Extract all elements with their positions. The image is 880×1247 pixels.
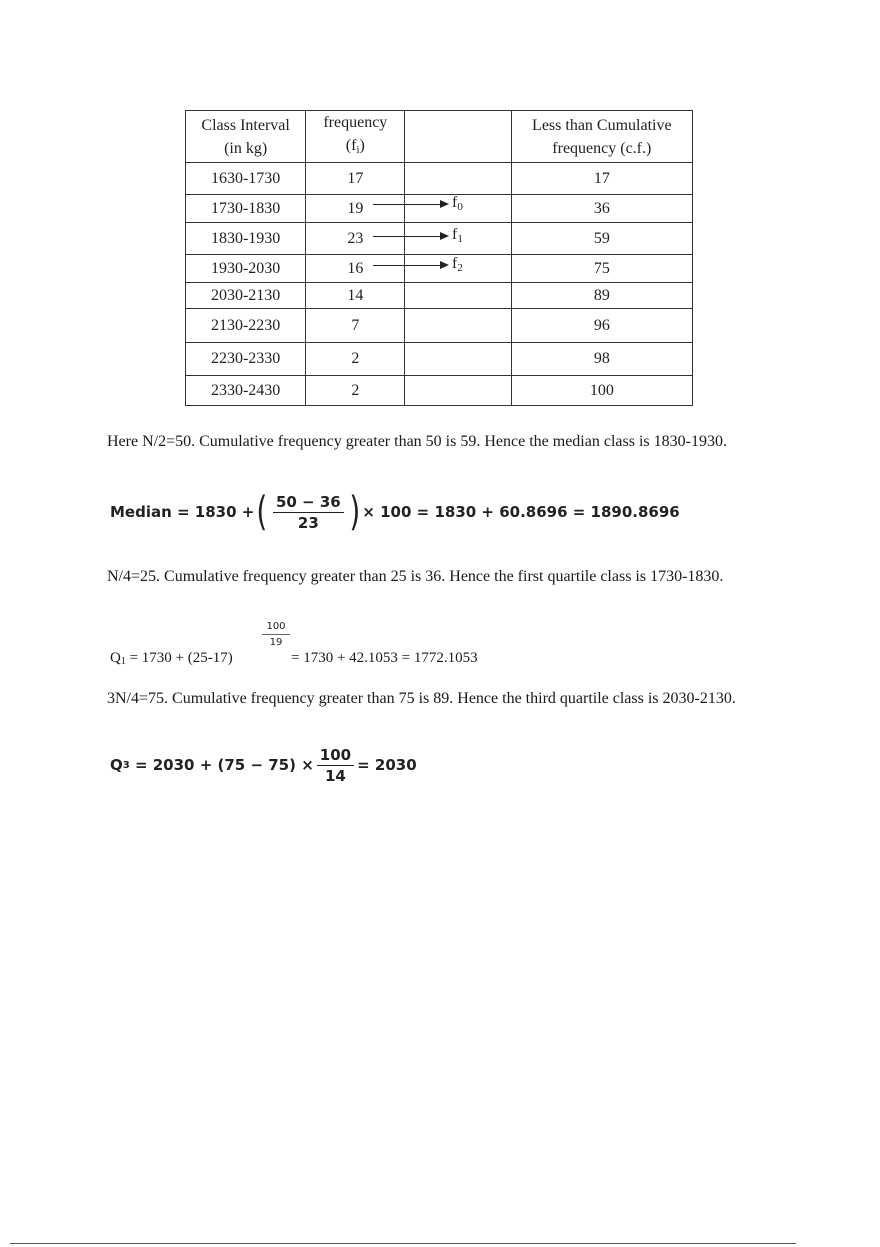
table-row: [186, 283, 693, 309]
header-line: Class Interval: [201, 116, 290, 134]
arrow-head-icon: [440, 200, 449, 208]
arrow-head-icon: [440, 232, 449, 240]
cell-interval: 1930-2030: [186, 255, 306, 283]
cell-frequency: 16: [306, 255, 405, 283]
q-symbol: Q: [110, 650, 121, 666]
cell-blank: [405, 283, 511, 309]
frequency-table: [185, 110, 693, 406]
header-line: (in kg): [224, 139, 268, 157]
fraction-denominator: 14: [325, 766, 346, 785]
q-symbol: Q: [110, 756, 123, 774]
cell-interval: 1630-1730: [186, 163, 306, 195]
cell-cumulative: 96: [511, 309, 692, 343]
cell-blank: [405, 163, 511, 195]
cell-frequency: 23: [306, 223, 405, 255]
cell-interval: 1730-1830: [186, 195, 306, 223]
header-frequency: [306, 111, 405, 163]
cell-frequency: 19: [306, 195, 405, 223]
arrow-line: [373, 204, 441, 205]
header-cumulative-frequency: [511, 111, 692, 163]
q3-paragraph: 3N/4=75. Cumulative frequency greater than 75 is 89. Hence the third quartile class is 2030-2130.: [107, 690, 736, 707]
cell-cumulative: 89: [511, 283, 692, 309]
q1-paragraph: N/4=25. Cumulative frequency greater than 25 is 36. Hence the first quartile class is 1730-1830.: [107, 568, 724, 585]
formula-lhs: Median = 1830 +: [110, 503, 255, 521]
q1-formula-left: [110, 650, 233, 667]
cell-cumulative: 17: [511, 163, 692, 195]
formula-rhs: × 100 = 1830 + 60.8696 = 1890.8696: [362, 503, 680, 521]
cell-blank: [405, 343, 511, 376]
median-fraction: [273, 494, 344, 531]
table-header-row: [186, 111, 693, 163]
table-row: [186, 223, 693, 255]
cell-blank: [405, 309, 511, 343]
q3-formula: [110, 744, 417, 786]
table-row: [186, 255, 693, 283]
formula-lhs: = 1730 + (25-17): [125, 650, 233, 666]
cell-cumulative: 36: [511, 195, 692, 223]
cell-cumulative: 59: [511, 223, 692, 255]
header-blank: [405, 111, 511, 163]
fraction-denominator: 19: [269, 637, 283, 648]
subscript: 1: [457, 233, 463, 245]
q3-fraction: [317, 747, 354, 784]
cell-interval: 2230-2330: [186, 343, 306, 376]
cell-interval: 2330-2430: [186, 376, 306, 406]
arrow-label: [452, 226, 463, 245]
header-line: ): [359, 137, 365, 154]
table-row: [186, 376, 693, 406]
cell-blank: [405, 376, 511, 406]
cell-interval: 1830-1930: [186, 223, 306, 255]
cell-frequency: 2: [306, 376, 405, 406]
cell-frequency: 17: [306, 163, 405, 195]
cell-frequency: 14: [306, 283, 405, 309]
cell-frequency: 2: [306, 343, 405, 376]
footer-divider: [10, 1243, 796, 1244]
arrow-label: [452, 194, 463, 213]
formula-lhs: = 2030 + (75 − 75) ×: [129, 756, 314, 774]
fraction-denominator: 23: [297, 513, 319, 532]
median-paragraph: Here N/2=50. Cumulative frequency greater than 50 is 59. Hence the median class is 1830-1930.: [107, 433, 727, 450]
header-line: frequency (c.f.): [552, 139, 652, 157]
q1-fraction: [262, 621, 290, 648]
arrow-label: [452, 255, 463, 274]
subscript: 1: [120, 656, 126, 667]
cell-frequency: 7: [306, 309, 405, 343]
paren-open-icon: (: [256, 489, 268, 535]
fraction-numerator: 100: [317, 747, 354, 766]
cell-interval: 2130-2230: [186, 309, 306, 343]
header-line: frequency: [323, 114, 388, 131]
cell-cumulative: 100: [511, 376, 692, 406]
subscript: 2: [457, 262, 463, 274]
label-main: f: [452, 226, 458, 243]
subscript: 3: [122, 759, 130, 771]
header-class-interval: [186, 111, 306, 163]
paren-close-icon: ): [349, 489, 360, 535]
cell-cumulative: 75: [511, 255, 692, 283]
table-row: [186, 343, 693, 376]
median-formula: [110, 490, 680, 534]
cell-cumulative: 98: [511, 343, 692, 376]
subscript: 0: [457, 201, 463, 213]
fraction-numerator: 50 − 36: [273, 494, 344, 513]
arrow-line: [373, 265, 441, 266]
label-main: f: [452, 255, 458, 272]
header-line: Less than Cumulative: [532, 116, 672, 134]
cell-interval: 2030-2130: [186, 283, 306, 309]
formula-rhs: = 2030: [357, 756, 417, 774]
label-main: f: [452, 194, 458, 211]
table-row: [186, 195, 693, 223]
arrow-head-icon: [440, 261, 449, 269]
header-line: (f: [345, 137, 357, 154]
table-row: [186, 163, 693, 195]
fraction-numerator: 100: [262, 621, 290, 635]
subscript: i: [356, 144, 360, 156]
arrow-line: [373, 236, 441, 237]
table-row: [186, 309, 693, 343]
q1-formula-right: = 1730 + 42.1053 = 1772.1053: [291, 650, 478, 666]
